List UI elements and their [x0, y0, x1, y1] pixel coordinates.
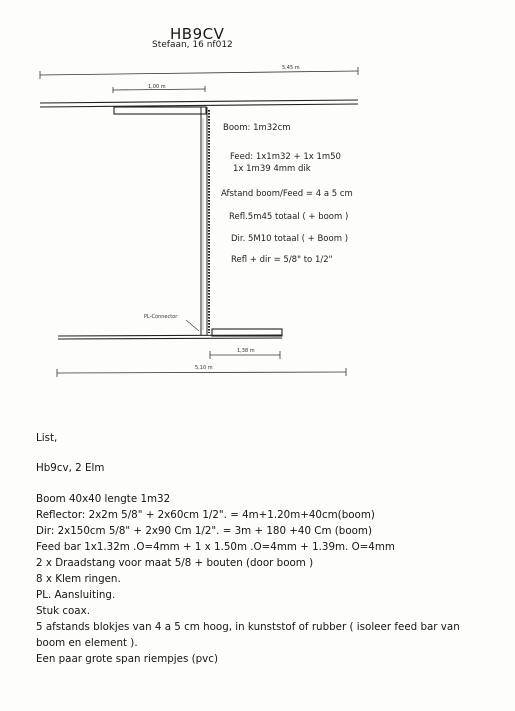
list-item: 8 x Klem ringen.: [36, 573, 121, 585]
dim-label-top-total: 5,45 m: [282, 65, 300, 71]
list-item: 2 x Draadstang voor maat 5/8 + bouten (door boom ): [36, 557, 314, 569]
note-spacing: Afstand boom/Feed = 4 a 5 cm: [221, 189, 353, 199]
list-item: Stuk coax.: [36, 605, 90, 617]
list-heading: List,: [36, 432, 58, 444]
list-item: Boom 40x40 lengte 1m32: [36, 493, 171, 505]
note-director: Dir. 5M10 totaal ( + Boom ): [231, 234, 349, 244]
list-item: Een paar grote span riempjes (pvc): [36, 653, 218, 665]
page-title: HB9CV: [170, 25, 225, 43]
list-subheading: Hb9cv, 2 Elm: [36, 462, 105, 474]
boom: [201, 107, 209, 335]
note-rod-size: Refl + dir = 5/8" to 1/2": [231, 255, 333, 265]
page-subtitle: Stefaan, 16 nf012: [152, 40, 233, 50]
dim-label-bottom-short: 1,38 m: [237, 348, 255, 354]
list-item: Dir: 2x150cm 5/8" + 2x90 Cm 1/2". = 3m + 180 +40 Cm (boom): [36, 525, 372, 537]
dim-label-bottom-total: 5,10 m: [195, 365, 213, 371]
connector-leader: [186, 320, 199, 331]
list-item: Reflector: 2x2m 5/8" + 2x60cm 1/2". = 4m+1.20m+40cm(boom): [36, 509, 375, 521]
list-item: 5 afstands blokjes van 4 a 5 cm hoog, in kunststof of rubber ( isoleer feed bar van: [36, 621, 460, 633]
list-item: boom en element ).: [36, 637, 138, 649]
director-element: [58, 329, 282, 339]
list-item: Feed bar 1x1.32m .O=4mm + 1 x 1.50m .O=4mm + 1.39m. O=4mm: [36, 541, 395, 553]
note-boom: Boom: 1m32cm: [223, 123, 291, 133]
list-item: PL. Aansluiting.: [36, 589, 116, 601]
dimension-top-total: [40, 67, 358, 79]
note-feed: Feed: 1x1m32 + 1x 1m50: [230, 152, 341, 162]
note-feed-2: 1x 1m39 4mm dik: [233, 164, 311, 174]
reflector-element: [40, 100, 358, 114]
note-reflector: Refl.5m45 totaal ( + boom ): [229, 212, 349, 222]
dim-label-top-short: 1,00 m: [148, 84, 166, 90]
connector-label: PL-Connector: [144, 314, 178, 320]
